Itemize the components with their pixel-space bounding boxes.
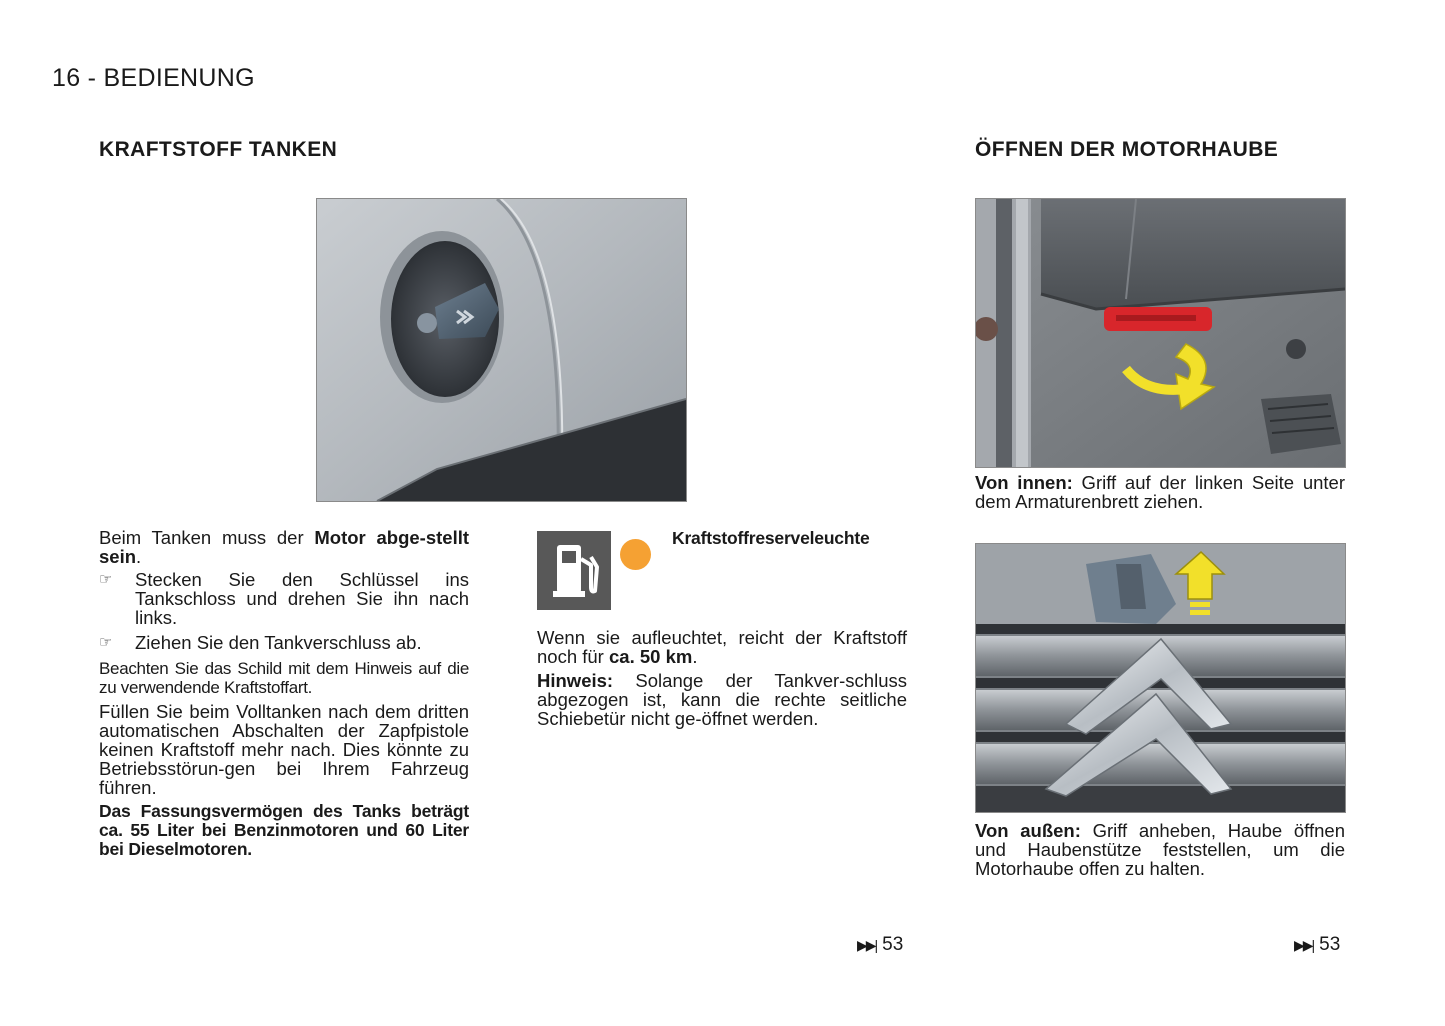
capacity-paragraph: Das Fassungsvermögen des Tanks beträgt ca. 55 Liter bei Benzinmotoren und 60 Liter bei Dieselmotoren. [99, 801, 469, 859]
hood-release-inside-photo [975, 198, 1346, 468]
hint-label: Hinweis: [537, 670, 614, 691]
next-page-link-middle[interactable] [857, 934, 903, 956]
lamp-title: Kraftstoffreserveleuchte [672, 528, 870, 548]
outside-label: Von außen: [975, 820, 1081, 841]
fuel-pump-icon [537, 531, 611, 610]
outside-caption [975, 821, 1345, 878]
page-ref-right: 53 [1319, 934, 1341, 955]
inside-label: Von innen: [975, 472, 1073, 493]
outside-text: Griff anheben, Haube öffnen und Haubenstütze feststellen, um die Motorhaube offen zu halten. [975, 820, 1345, 879]
lamp-text-pre: Wenn sie aufleuchtet, reicht der Kraftstoff noch für [537, 627, 907, 667]
left-text-block [99, 528, 469, 859]
hint-paragraph [537, 671, 907, 728]
inside-caption [975, 473, 1345, 511]
intro-bold: Motor abge-stellt sein [99, 527, 470, 567]
next-page-link-right[interactable] [1294, 934, 1340, 956]
bullet-item-1 [99, 570, 469, 627]
middle-text-block [537, 628, 907, 728]
inside-text: Griff auf der linken Seite unter dem Armaturenbrett ziehen. [975, 472, 1346, 512]
intro-pre: Beim Tanken muss der [99, 527, 315, 548]
page-ref-middle: 53 [882, 934, 904, 955]
outside-paragraph [975, 821, 1345, 878]
intro-paragraph [99, 528, 469, 566]
intro-post: . [136, 546, 142, 567]
fuel-type-note: Beachten Sie das Schild mit dem Hinweis auf die zu verwendende Kraftstoffart. [99, 659, 469, 697]
bullet-item-2 [99, 633, 469, 652]
lamp-text-post: . [692, 646, 698, 667]
fast-forward-icon: ▶▶| [857, 937, 877, 953]
bullet-text-2: Ziehen Sie den Tankverschluss ab. [135, 632, 422, 653]
pointing-hand-icon: ☞ [99, 634, 113, 651]
page-title: 16 - BEDIENUNG [52, 64, 255, 92]
fuel-cap-photo [316, 198, 687, 502]
pointing-hand-icon: ☞ [99, 571, 113, 588]
inside-paragraph [975, 473, 1345, 511]
fill-paragraph: Füllen Sie beim Volltanken nach dem dritten automatischen Abschalten der Zapfpistole keinen Kraftstoff mehr nach. Dies könnte zu Betriebsstörun-gen bei Ihrem Fahrzeug führen. [99, 701, 469, 798]
bullet-text-1: Stecken Sie den Schlüssel ins Tankschloss und drehen Sie ihn nach links. [135, 569, 469, 628]
hint-text: Solange der Tankver-schluss abgezogen ist, kann die rechte seitliche Schiebetür nicht ge-öffnet werden. [537, 670, 907, 729]
heading-hood: ÖFFNEN DER MOTORHAUBE [975, 138, 1279, 161]
lamp-text-bold: ca. 50 km [609, 646, 693, 667]
lamp-paragraph [537, 628, 907, 666]
heading-fuel: KRAFTSTOFF TANKEN [99, 138, 338, 161]
orange-lamp-icon [620, 539, 651, 570]
fast-forward-icon: ▶▶| [1294, 937, 1314, 953]
hood-release-outside-photo [975, 543, 1346, 813]
